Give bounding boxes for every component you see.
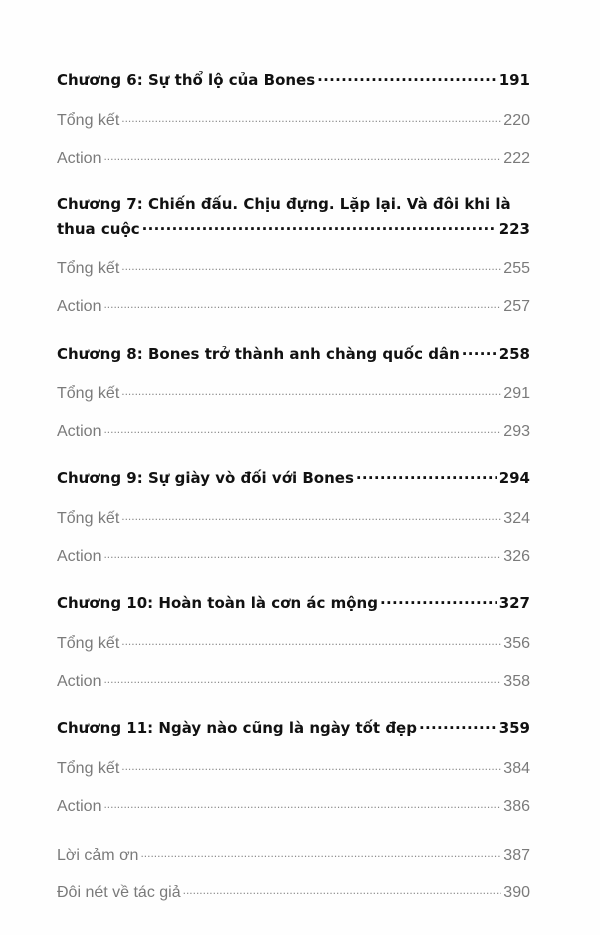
toc-entry-chapter-10-summary: [57, 632, 530, 653]
page-number: 222: [503, 150, 530, 167]
chapter-title: Chương 6: Sự thổ lộ của Bones: [57, 71, 316, 89]
toc-entry-chapter-10: [57, 593, 530, 612]
dot-leader: [121, 257, 501, 273]
dot-leader: [103, 295, 501, 311]
dot-leader: [103, 147, 501, 163]
section-title: Tổng kết: [57, 635, 120, 652]
chapter-title: Chương 11: Ngày nào cũng là ngày tốt đẹp: [57, 719, 417, 737]
page-number: 293: [503, 423, 530, 440]
section-title: Tổng kết: [57, 760, 120, 777]
dot-leader: [183, 881, 502, 897]
toc-entry-acknowledgements: [57, 844, 530, 865]
page-number: 294: [498, 469, 530, 487]
dot-leader: [103, 670, 501, 686]
toc-entry-chapter-6-action: [57, 147, 530, 168]
dot-leader: [121, 632, 501, 648]
page-number: 359: [498, 719, 530, 737]
dot-leader: [142, 219, 497, 234]
toc-entry-chapter-11-summary: [57, 757, 530, 778]
toc-entry-chapter-10-action: [57, 670, 530, 691]
toc-entry-chapter-7-summary: [57, 257, 530, 278]
section-title: Action: [57, 423, 102, 440]
section-title: Lời cảm ơn: [57, 847, 139, 864]
page-number: 220: [503, 112, 530, 129]
toc-entry-chapter-9: [57, 468, 530, 487]
toc-entry-chapter-7-action: [57, 295, 530, 316]
toc-entry-chapter-6: [57, 70, 530, 89]
toc-entry-about-author: [57, 881, 530, 902]
dot-leader: [419, 718, 497, 733]
page-number: 387: [503, 847, 530, 864]
page-number: 390: [503, 884, 530, 901]
dot-leader: [121, 507, 501, 523]
chapter-title-line-2: thua cuộc: [57, 220, 140, 238]
toc-entry-chapter-7: [57, 195, 530, 238]
toc-entry-chapter-8: [57, 344, 530, 363]
section-title: Tổng kết: [57, 510, 120, 527]
page-number: 327: [498, 594, 530, 612]
dot-leader: [317, 70, 497, 85]
dot-leader: [121, 757, 501, 773]
section-title: Action: [57, 548, 102, 565]
page-number: 191: [498, 71, 530, 89]
page-number: 324: [503, 510, 530, 527]
page-number: 384: [503, 760, 530, 777]
page-number: 258: [498, 345, 530, 363]
page-number: 257: [503, 298, 530, 315]
section-title: Tổng kết: [57, 385, 120, 402]
chapter-title: Chương 8: Bones trở thành anh chàng quốc dân: [57, 345, 460, 363]
section-title: Action: [57, 673, 102, 690]
section-title: Tổng kết: [57, 112, 120, 129]
chapter-title-line-2-row: [57, 219, 530, 238]
toc-entry-chapter-9-action: [57, 545, 530, 566]
chapter-title: Chương 9: Sự giày vò đối với Bones: [57, 469, 354, 487]
page-number: 291: [503, 385, 530, 402]
toc-entry-chapter-11: [57, 718, 530, 737]
dot-leader: [103, 545, 501, 561]
page-number: 223: [498, 220, 530, 238]
dot-leader: [103, 420, 501, 436]
dot-leader: [140, 844, 501, 860]
page-number: 326: [503, 548, 530, 565]
dot-leader: [103, 795, 501, 811]
dot-leader: [462, 344, 497, 359]
section-title: Action: [57, 798, 102, 815]
chapter-title: Chương 10: Hoàn toàn là cơn ác mộng: [57, 594, 378, 612]
chapter-title-line-1: Chương 7: Chiến đấu. Chịu đựng. Lặp lại. Và đôi khi là: [57, 195, 511, 213]
page-number: 386: [503, 798, 530, 815]
dot-leader: [121, 109, 501, 125]
page-number: 255: [503, 260, 530, 277]
toc-entry-chapter-8-action: [57, 420, 530, 441]
toc-entry-chapter-6-summary: [57, 109, 530, 130]
section-title: Action: [57, 298, 102, 315]
dot-leader: [356, 468, 497, 483]
page-number: 358: [503, 673, 530, 690]
toc-entry-chapter-8-summary: [57, 382, 530, 403]
section-title: Đôi nét về tác giả: [57, 884, 181, 901]
section-title: Action: [57, 150, 102, 167]
toc-entry-chapter-11-action: [57, 795, 530, 816]
dot-leader: [380, 593, 497, 608]
page-number: 356: [503, 635, 530, 652]
dot-leader: [121, 382, 501, 398]
section-title: Tổng kết: [57, 260, 120, 277]
toc-entry-chapter-9-summary: [57, 507, 530, 528]
